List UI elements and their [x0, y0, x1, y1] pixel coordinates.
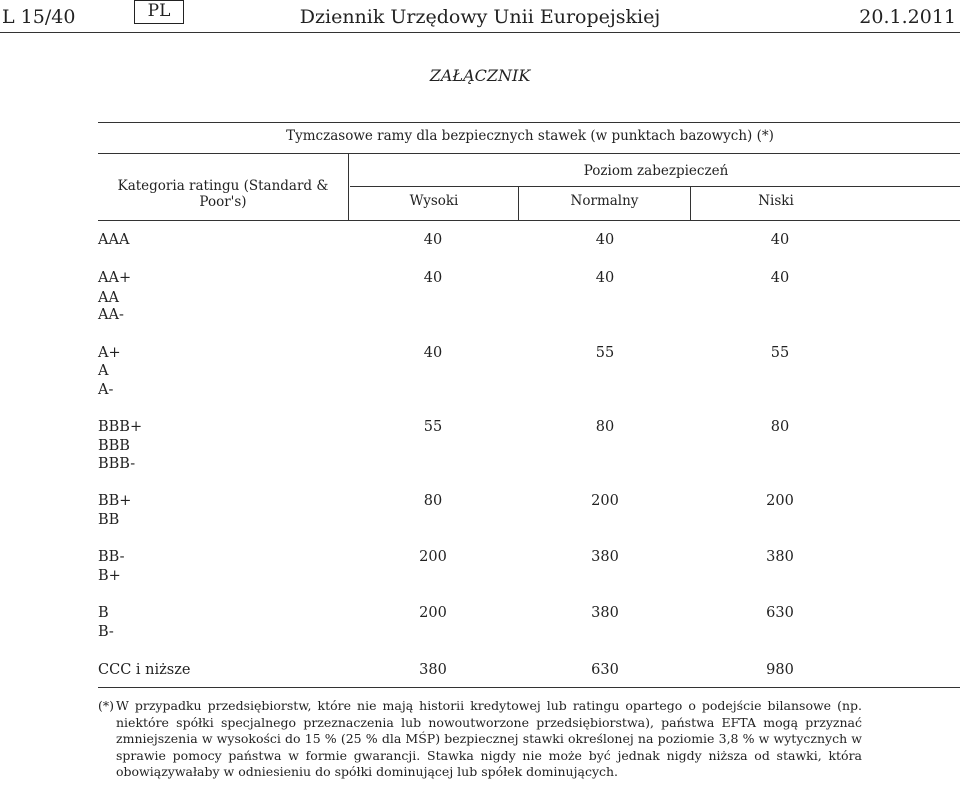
- rating-label: AA-: [98, 307, 124, 323]
- table-title: Tymczasowe ramy dla bezpiecznych stawek (w punktach bazowych) (*): [286, 128, 774, 144]
- rating-label: A+: [98, 345, 121, 361]
- rating-label: A-: [98, 382, 114, 398]
- annex-title: ZAŁĄCZNIK: [429, 66, 531, 85]
- rate-cell: 55: [595, 345, 615, 361]
- table-bottom-rule: [98, 687, 960, 688]
- column-header-high: Wysoki: [409, 193, 459, 209]
- rate-cell: 80: [423, 493, 443, 509]
- rating-label: A: [98, 363, 109, 379]
- rating-label: BB-: [98, 549, 125, 565]
- rating-label: B: [98, 605, 109, 621]
- rating-label: BBB-: [98, 456, 136, 472]
- rate-cell: 380: [419, 662, 447, 678]
- journal-title: Dziennik Urzędowy Unii Europejskiej: [299, 6, 661, 28]
- footnote-text: W przypadku przedsiębiorstw, które nie mają historii kredytowej lub ratingu opartego o podejście bilansowe (np. niektóre spółki specjalnego przeznaczenia lub nowoutworzone przedsiębiorstwa), państwa EFTA mogą przyznać zmniejszenia w wysokości do 15 % (25 % dla MŚP) bezpiecznej stawki określonej na poziomie 3,8 % w wytycznych w sprawie pomocy państwa w formie gwarancji. Stawka nigdy nie może być jednak nigdy niższa od stawki, która obowiązywałaby w odniesieniu do spółki dominującej lub spółek dominujących.: [116, 698, 862, 779]
- rate-cell: 200: [419, 605, 447, 621]
- rating-label: BBB: [98, 438, 130, 454]
- rate-cell: 80: [770, 419, 790, 435]
- rate-cell: 40: [595, 270, 615, 286]
- rate-cell: 40: [423, 270, 443, 286]
- rate-cell: 380: [591, 549, 619, 565]
- rate-cell: 40: [770, 270, 790, 286]
- footnote-marker: (*): [98, 698, 115, 713]
- level-header-rule: [350, 186, 960, 187]
- category-header: Kategoria ratingu (Standard & Poor's): [117, 178, 329, 210]
- rate-cell: 40: [595, 232, 615, 248]
- language-badge: PL: [134, 0, 184, 24]
- rate-cell: 40: [423, 232, 443, 248]
- rating-label: BB: [98, 512, 120, 528]
- rating-label: BB+: [98, 493, 132, 509]
- column-header-low: Niski: [758, 193, 794, 209]
- rate-cell: 200: [419, 549, 447, 565]
- rate-cell: 630: [591, 662, 619, 678]
- rate-cell: 980: [766, 662, 794, 678]
- rating-label: B+: [98, 568, 121, 584]
- rating-label: AA: [98, 290, 119, 306]
- rate-cell: 40: [770, 232, 790, 248]
- rate-cell: 380: [766, 549, 794, 565]
- rate-cell: 80: [595, 419, 615, 435]
- category-divider: [348, 153, 349, 220]
- rate-cell: 200: [591, 493, 619, 509]
- rate-cell: 630: [766, 605, 794, 621]
- column-header-normal: Normalny: [570, 193, 639, 209]
- footnote: [98, 698, 862, 781]
- page-reference: L 15/40: [2, 6, 76, 28]
- table-title-rule: [98, 153, 960, 154]
- rate-cell: 380: [591, 605, 619, 621]
- rating-label: AA+: [98, 270, 132, 286]
- publication-date: 20.1.2011: [859, 6, 956, 28]
- rate-cell: 40: [423, 345, 443, 361]
- table-top-rule: [98, 122, 960, 123]
- rate-cell: 55: [423, 419, 443, 435]
- rate-cell: 55: [770, 345, 790, 361]
- header-rule: [0, 32, 960, 33]
- rating-label: AAA: [98, 232, 130, 248]
- rating-label: BBB+: [98, 419, 143, 435]
- rate-cell: 200: [766, 493, 794, 509]
- rating-label: CCC i niższe: [98, 662, 191, 678]
- table-header-rule: [98, 220, 960, 221]
- rating-label: B-: [98, 624, 114, 640]
- security-level-header: Poziom zabezpieczeń: [583, 163, 729, 179]
